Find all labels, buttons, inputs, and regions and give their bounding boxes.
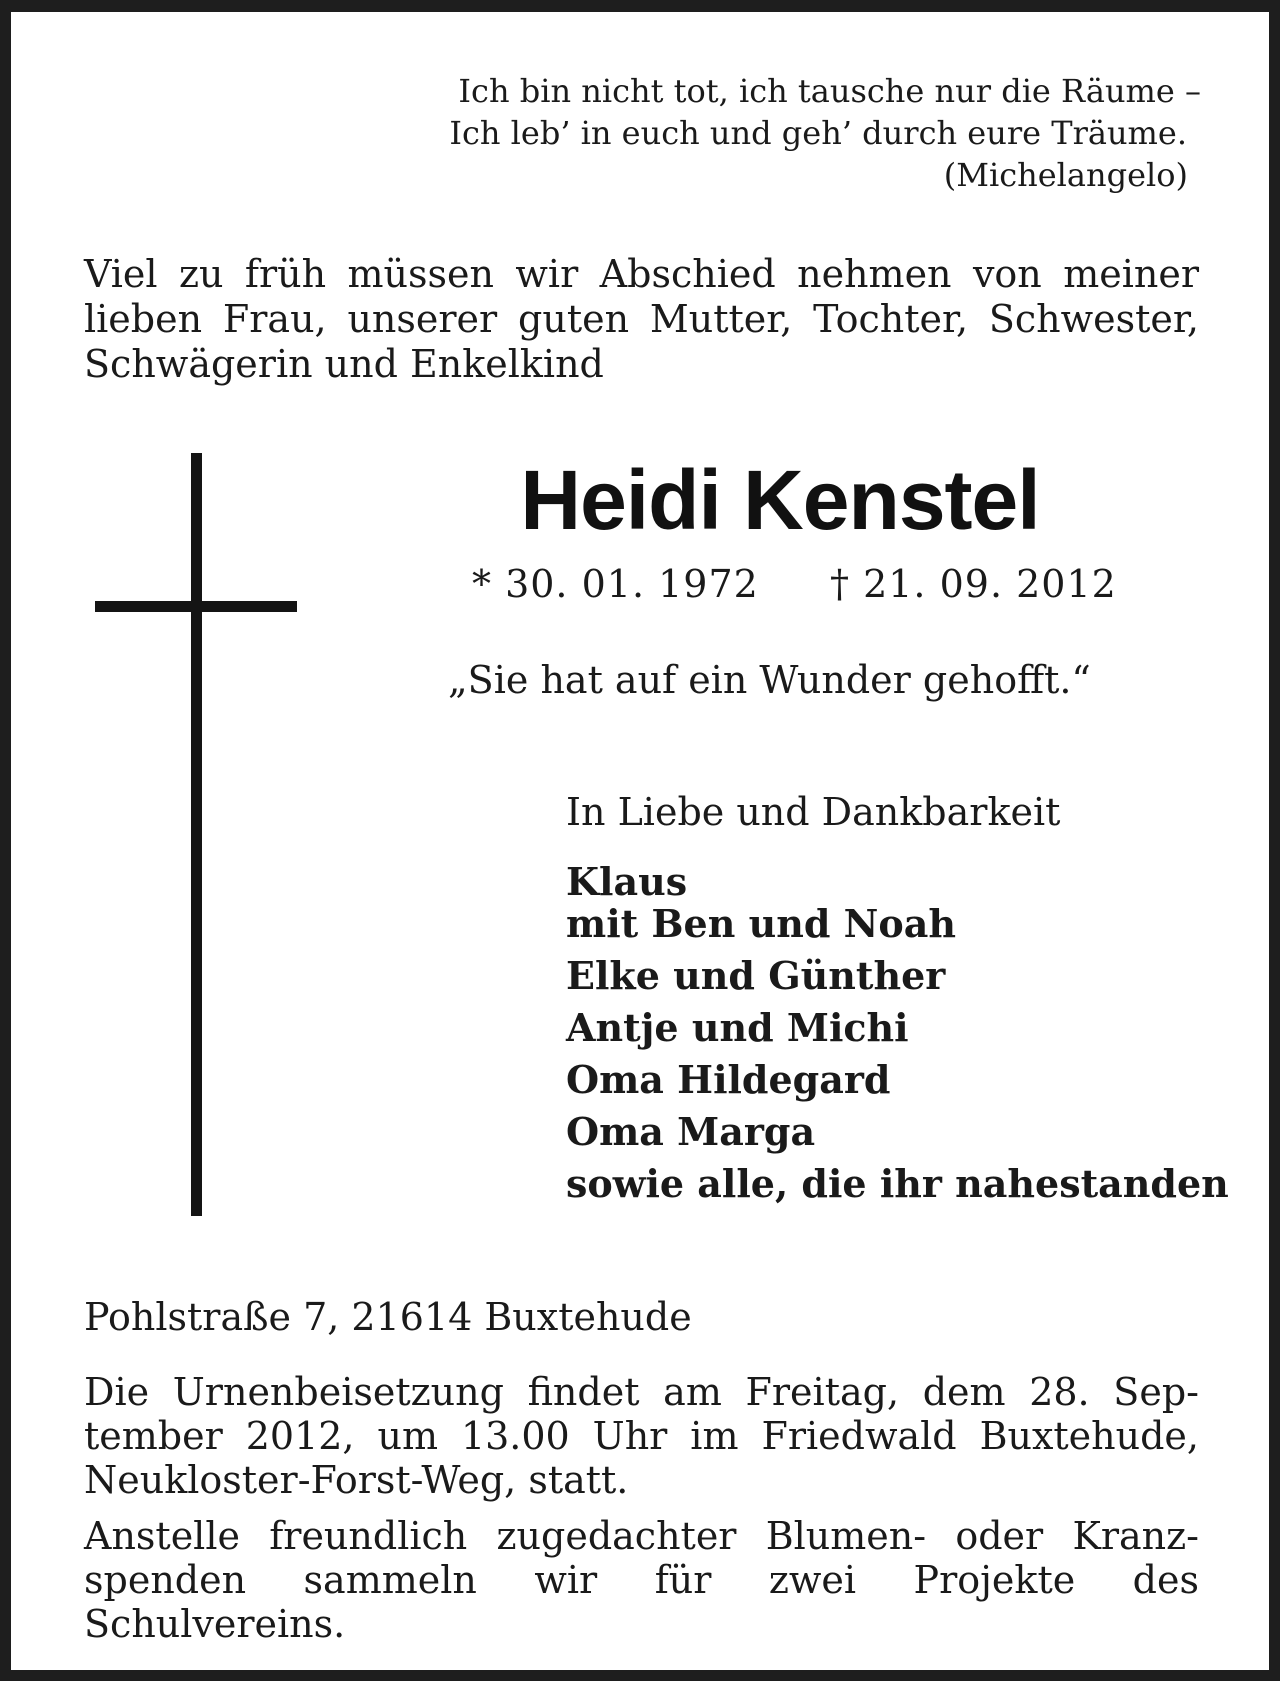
signer: Elke und Günther xyxy=(566,953,946,998)
signer: Oma Hildegard xyxy=(566,1057,891,1102)
signer: sowie alle, die ihr nahestanden xyxy=(566,1161,1229,1206)
donation-notice xyxy=(84,1514,1199,1646)
burial-notice-line-2: tember 2012, um 13.00 Uhr im Friedwald Buxtehude, xyxy=(84,1414,1199,1458)
epigraph-line-2: Ich leb’ in euch und geh’ durch eure Träume. xyxy=(449,114,1187,152)
burial-notice-line-1: Die Urnenbeisetzung findet am Freitag, dem 28. Sep- xyxy=(84,1370,1199,1414)
signers-list xyxy=(566,856,1229,1210)
intro-line-3: Schwägerin und Enkelkind xyxy=(84,342,604,386)
address: Pohlstraße 7, 21614 Buxtehude xyxy=(84,1295,692,1339)
epigraph-attribution: (Michelangelo) xyxy=(943,156,1188,194)
donation-notice-line-2: spenden sammeln wir für zwei Projekte des Schulvereins. xyxy=(84,1558,1199,1646)
signer: Antje und Michi xyxy=(566,1005,909,1050)
epigraph xyxy=(341,70,1201,196)
birth-date: * 30. 01. 1972 xyxy=(472,562,759,606)
motto: „Sie hat auf ein Wunder gehofft.“ xyxy=(448,658,1091,702)
signer: Oma Marga xyxy=(566,1109,816,1154)
dedication: In Liebe und Dankbarkeit xyxy=(566,790,1061,834)
intro-text xyxy=(84,252,1199,387)
deceased-name: Heidi Kenstel xyxy=(520,453,1040,547)
burial-notice xyxy=(84,1370,1199,1502)
signer: mit Ben und Noah xyxy=(566,901,956,946)
donation-notice-line-1: Anstelle freundlich zugedachter Blumen- oder Kranz- xyxy=(84,1514,1199,1558)
signer: Klaus xyxy=(566,859,688,904)
cross-icon xyxy=(191,453,202,1216)
intro-line-2: lieben Frau, unserer guten Mutter, Tochter, Schwester, xyxy=(84,297,1199,341)
death-date: † 21. 09. 2012 xyxy=(830,562,1117,606)
cross-icon-crossbar xyxy=(95,601,297,612)
intro-line-1: Viel zu früh müssen wir Abschied nehmen von meiner xyxy=(84,252,1199,296)
epigraph-line-1: Ich bin nicht tot, ich tausche nur die Räume – xyxy=(458,72,1201,110)
burial-notice-line-3: Neukloster-Forst-Weg, statt. xyxy=(84,1458,629,1502)
